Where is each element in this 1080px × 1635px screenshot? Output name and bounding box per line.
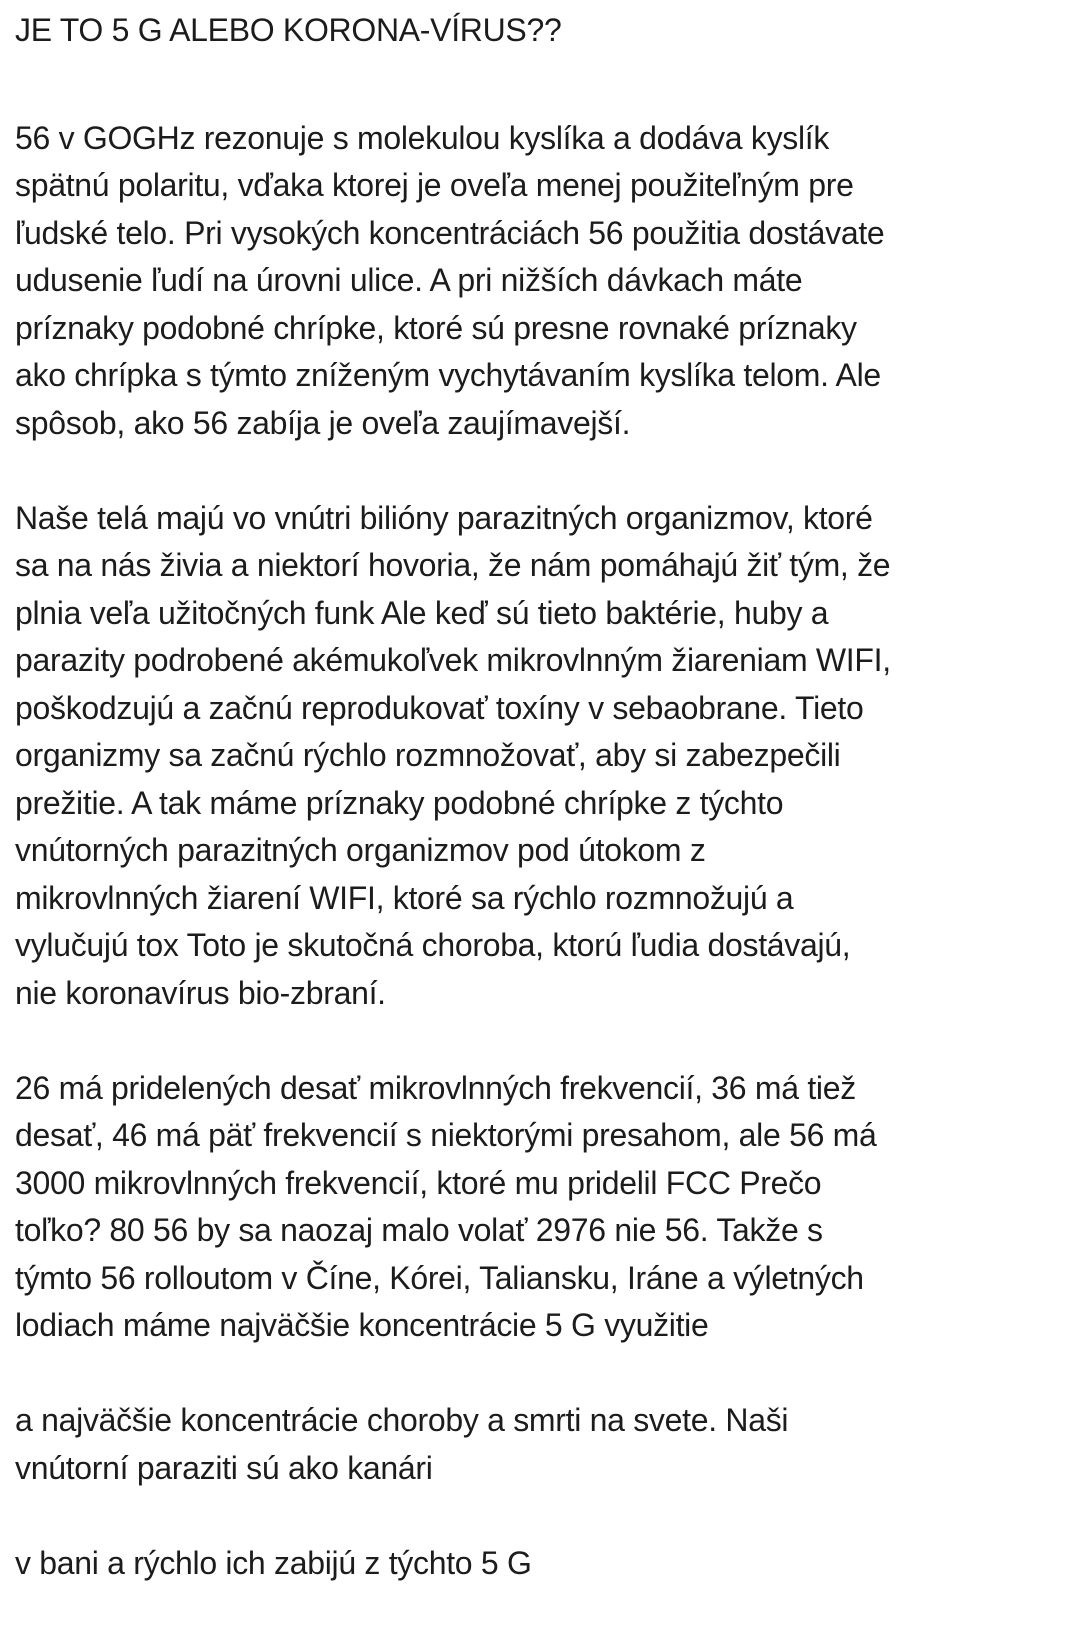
text-line: týmto 56 rolloutom v Číne, Kórei, Taliansku, Iráne a výletných [15,1259,864,1296]
text-line: udusenie ľudí na úrovni ulice. A pri nižších dávkach máte [15,262,803,298]
paragraph [15,1397,1080,1492]
text-line: spätnú polaritu, vďaka ktorej je oveľa menej použiteľným pre [15,167,854,203]
paragraph [15,115,1080,448]
text-line: vnútorní paraziti sú ako kanári [15,1449,433,1486]
text-line: lodiach máme najväčšie koncentrácie 5 G využitie [15,1307,709,1343]
post-title: JE TO 5 G ALEBO KORONA-VÍRUS?? [15,12,562,48]
text-line: v bani a rýchlo ich zabijú z týchto 5 G [15,1544,532,1581]
text-line: poškodzujú a začnú reprodukovať toxíny v sebaobrane. Tieto [15,689,864,726]
paragraph [15,495,1080,1018]
text-line: vnútorných parazitných organizmov pod útokom z [15,832,706,868]
text-line: organizmy sa začnú rýchlo rozmnožovať, aby si zabezpečili [15,737,841,773]
text-line: ľudské telo. Pri vysokých koncentráciách 56 použitia dostávate [15,214,885,251]
paragraph [15,1540,1080,1588]
text-line: vylučujú tox Toto je skutočná choroba, ktorú ľudia dostávajú, [15,927,851,963]
text-line: nie koronavírus bio-zbraní. [15,974,386,1011]
text-line: prežitie. A tak máme príznaky podobné chrípke z týchto [15,784,784,821]
text-line: 26 má pridelených desať mikrovlnných frekvencií, 36 má tiež [15,1069,856,1106]
text-line: plnia veľa užitočných funk Ale keď sú tieto baktérie, huby a [15,594,829,631]
text-line: desať, 46 má päť frekvencií s niektorými presahom, ale 56 má [15,1117,877,1153]
text-line: ako chrípka s týmto zníženým vychytávaním kyslíka telom. Ale [15,357,881,393]
text-line: Naše telá majú vo vnútri bilióny parazitných organizmov, ktoré [15,499,873,536]
paragraph [15,1065,1080,1350]
text-line: parazity podrobené akémukoľvek mikrovlnným žiareniam WIFI, [15,642,891,678]
text-line: a najväčšie koncentrácie choroby a smrti na svete. Naši [15,1402,789,1438]
text-line: spôsob, ako 56 zabíja je oveľa zaujímavejší. [15,404,631,441]
text-line: toľko? 80 56 by sa naozaj malo volať 2976 nie 56. Takže s [15,1212,823,1248]
text-line: mikrovlnných žiarení WIFI, ktoré sa rýchlo rozmnožujú a [15,879,794,916]
post-body [15,115,1080,1588]
text-line: 3000 mikrovlnných frekvencií, ktoré mu pridelil FCC Prečo [15,1164,822,1201]
text-line: príznaky podobné chrípke, ktoré sú presne rovnaké príznaky [15,309,857,346]
text-line: sa na nás živia a niektorí hovoria, že nám pomáhajú žiť tým, že [15,547,891,583]
post-text [15,7,1080,1635]
text-line: 56 v GOGHz rezonuje s molekulou kyslíka a dodáva kyslík [15,119,830,156]
